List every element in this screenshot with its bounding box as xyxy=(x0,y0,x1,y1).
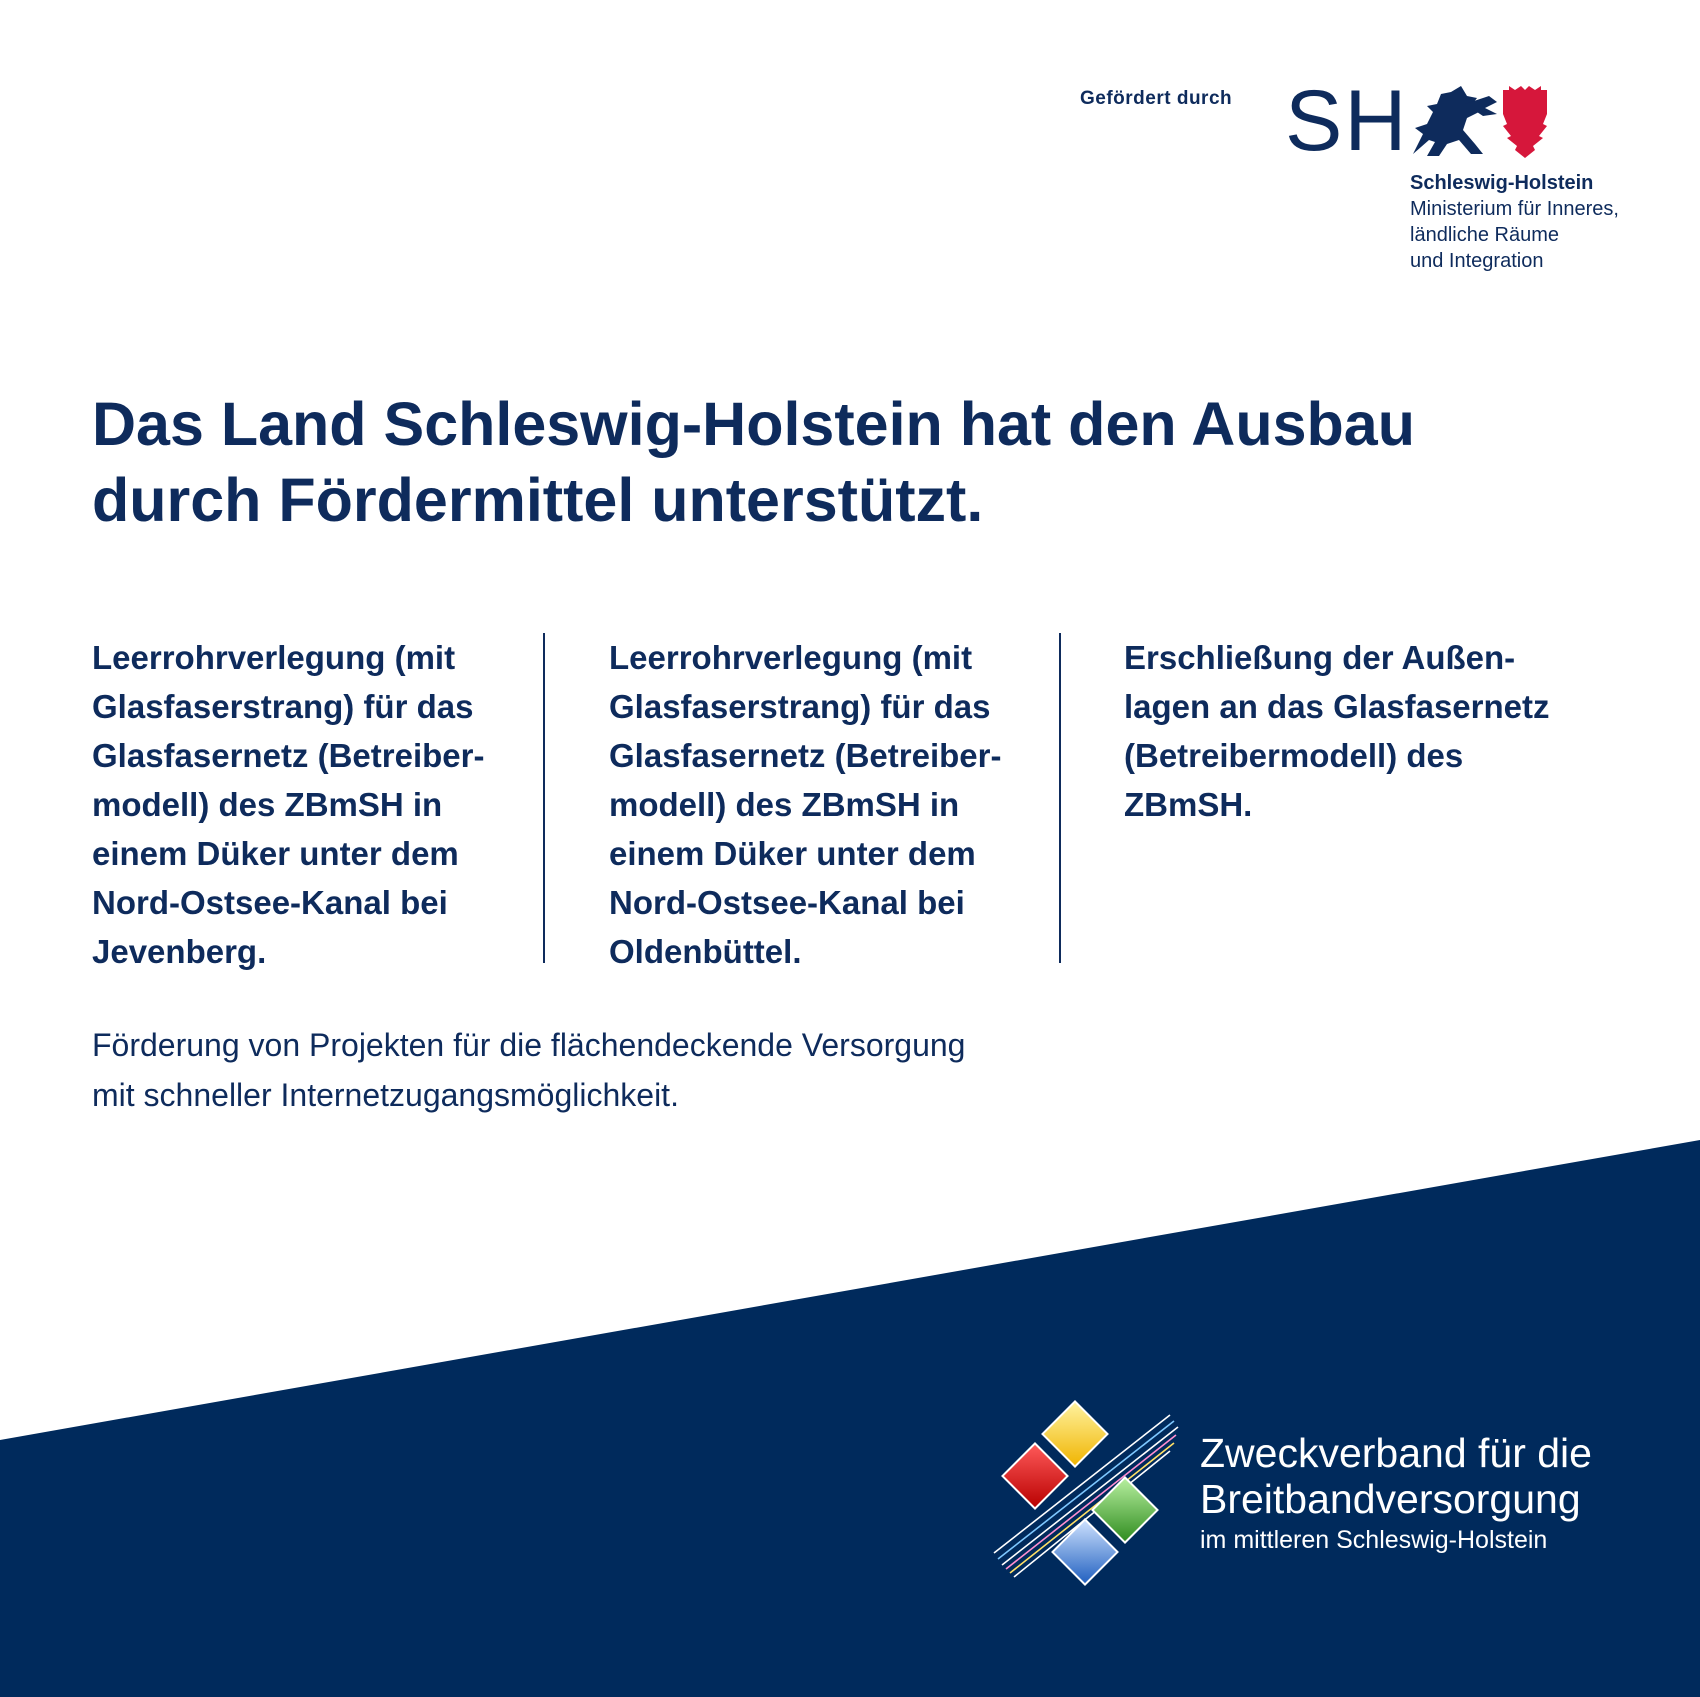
org-name-line: Zweckverband für die xyxy=(1200,1430,1592,1476)
project-description: Leerrohrverlegung (mit Glasfaserstrang) für das Glasfasernetz (Betreiber- modell) des ZBmSH in einem Düker unter dem Nord-Ostsee-Kanal bei Jevenberg. xyxy=(92,639,485,970)
project-columns xyxy=(92,633,1612,970)
ministry-line: und Integration xyxy=(1410,250,1544,272)
org-name-line: Breitbandversorgung xyxy=(1200,1476,1581,1522)
project-description: Leerrohrverlegung (mit Glasfaserstrang) für das Glasfasernetz (Betreiber- modell) des ZBmSH in einem Düker unter dem Nord-Ostsee-Kanal bei Oldenbüttel. xyxy=(609,639,1002,970)
org-logo-icon xyxy=(990,1395,1190,1595)
project-column xyxy=(92,633,512,976)
ministry-name: Schleswig-Holstein xyxy=(1410,172,1594,194)
funding-note: Förderung von Projekten für die flächendeckende Versorgung mit schneller Internetzugangsmöglichkeit. xyxy=(92,1027,966,1113)
page-headline: Das Land Schleswig-Holstein hat den Ausbau durch Fördermittel unterstützt. xyxy=(92,390,1415,534)
org-name-block xyxy=(1200,1430,1592,1556)
project-column xyxy=(1124,633,1594,829)
column-divider xyxy=(1059,633,1061,963)
ministry-line: Ministerium für Inneres, xyxy=(1410,198,1619,220)
org-subtitle: im mittleren Schleswig-Holstein xyxy=(1200,1526,1548,1554)
sponsor-label: Gefördert durch xyxy=(1080,88,1233,109)
sh-wordmark: SH xyxy=(1285,73,1409,169)
project-description: Erschließung der Außen- lagen an das Glasfasernetz (Betreibermodell) des ZBmSH. xyxy=(1124,639,1550,823)
project-column xyxy=(609,633,1029,976)
ministry-block xyxy=(1410,170,1619,274)
state-emblem-icon xyxy=(1405,84,1550,160)
column-divider xyxy=(543,633,545,963)
ministry-line: ländliche Räume xyxy=(1410,224,1559,246)
